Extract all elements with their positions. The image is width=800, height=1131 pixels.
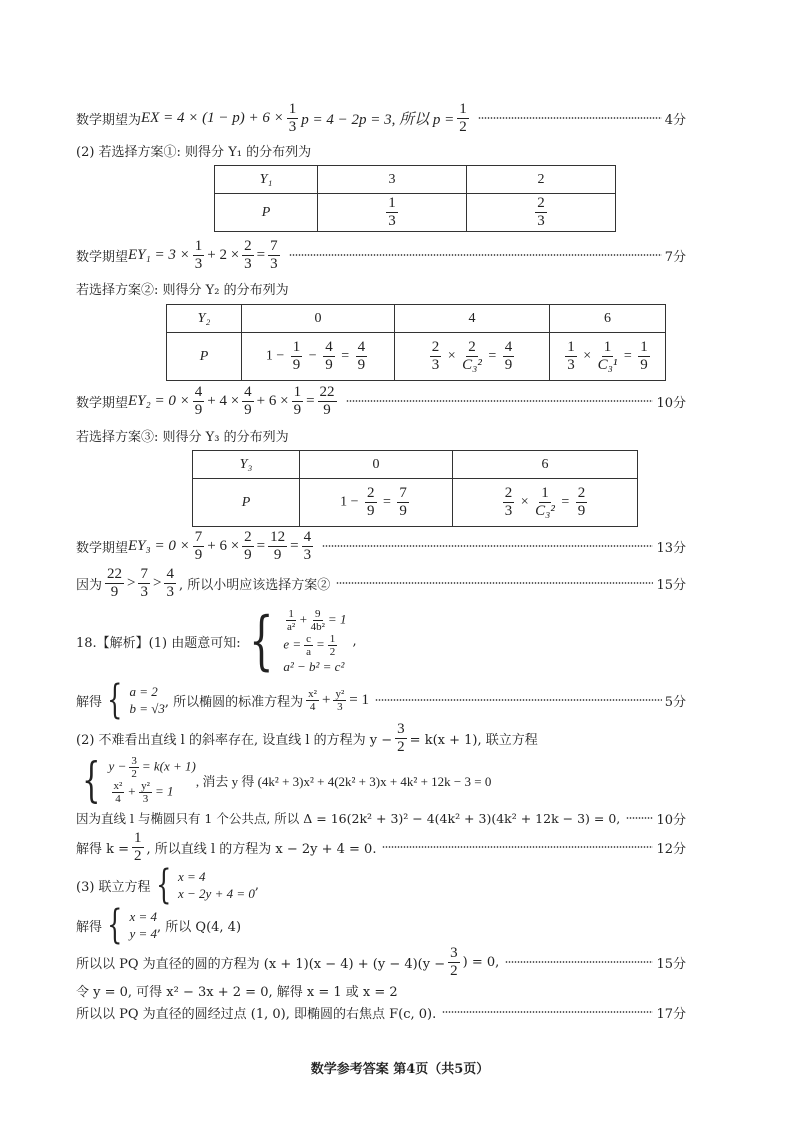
score: 10分 xyxy=(656,812,686,828)
text: 数学期望 xyxy=(76,249,129,265)
line-scheme3-intro xyxy=(76,425,686,445)
line-problem18-system xyxy=(76,606,686,676)
fraction: $\frac{2}{9}$ xyxy=(244,528,252,563)
text: 数学期望 xyxy=(76,395,129,411)
expr: = 1 xyxy=(349,691,369,708)
text: 数学期望 xyxy=(76,540,129,556)
expr: + 6 × xyxy=(207,537,240,554)
line-expectation-ex xyxy=(76,100,686,136)
problem-heading: 18.【解析】(1) 由题意可知: xyxy=(76,635,241,651)
expr: + 6 × xyxy=(256,392,289,409)
text: 所以以 PQ 为直径的圆的方程为 (x + 1)(x − 4) + (y − 4)(y − xyxy=(76,956,446,972)
table-cell: $\frac{2}{3}$ × $\frac{2}{\text{C₃²}}$ = $\frac{4}{9}$ xyxy=(395,333,550,381)
line-expectation-ey3 xyxy=(76,528,686,564)
table-header: 6 xyxy=(453,451,638,479)
line-point-q xyxy=(76,902,686,948)
score: 12分 xyxy=(656,841,686,857)
fraction: $\frac{4}{9}$ xyxy=(194,383,203,418)
text: 因为直线 l 与椭圆只有 1 个公共点, 所以 Δ = 16(2k² + 3)² − 4(4k² + 3)(4k² + 12k − 3) = 0, xyxy=(76,811,621,826)
line-expectation-ey2 xyxy=(76,383,686,419)
text: 所以以 PQ 为直径的圆经过点 (1, 0), 即椭圆的右焦点 F(c, 0). xyxy=(76,1006,437,1022)
table-cell: $\frac{1}{3}$ × $\frac{1}{\text{C₃¹}}$ = $\frac{1}{9}$ xyxy=(550,333,666,381)
dot-leader xyxy=(505,961,653,963)
fraction: $\frac{1}{3}$ xyxy=(288,100,297,135)
expr: , 消去 y 得 (4k² + 3)x² + 4(2k² + 3)x + 4k² + 12k − 3 = 0 xyxy=(195,773,492,789)
expr: + 2 × xyxy=(207,246,240,263)
text: 若选择方案③: 则得分 Y₃ 的分布列为 xyxy=(76,429,289,445)
table-header: 4 xyxy=(395,305,550,333)
score: 13分 xyxy=(656,540,686,556)
dot-leader xyxy=(346,400,654,402)
line-elimination xyxy=(76,752,686,808)
dot-leader xyxy=(626,817,653,819)
expr: = xyxy=(290,537,299,554)
table-header: 2 xyxy=(467,166,616,194)
equation-system: { x = 4 x − 2y + 4 = 0 xyxy=(155,862,255,908)
table-header: 0 xyxy=(242,305,395,333)
score: 15分 xyxy=(656,577,686,593)
expr: EY₁ = 3 × xyxy=(128,246,190,263)
expr: EX = 4 × (1 − p) + 6 × xyxy=(141,109,284,126)
equation-system: { y − $\frac{3}{2}$ = k(x + 1) $\frac{\text{x²}}{4}$ + $\frac{\text{y²}}{3}$ = 1 xyxy=(82,752,196,808)
fraction: $\frac{1}{2}$ xyxy=(134,829,142,864)
table-cell: $\frac{2}{3}$ × $\frac{1}{\text{C₃²}}$ = $\frac{2}{9}$ xyxy=(453,479,638,527)
line-circle-equation xyxy=(76,946,686,978)
fraction: $\frac{1}{9}$ xyxy=(293,383,302,418)
expr: = xyxy=(256,537,266,554)
fraction: $\frac{7}{3}$ xyxy=(270,237,278,272)
score: 7分 xyxy=(664,249,686,265)
table-header: Y₂ xyxy=(167,305,242,333)
fraction: $\frac{4}{9}$ xyxy=(244,383,252,418)
text: , 所以 Q(4, 4) xyxy=(157,919,242,935)
score: 10分 xyxy=(656,395,686,411)
text: , xyxy=(254,877,260,893)
dot-leader xyxy=(289,254,662,256)
equation-system: { $\frac{1}{\text{a²}}$ + $\frac{9}{\text{4b²}}$ = 1 e = $\frac{c}{a}$ = $\frac{1}{2}$ a² − b² = c² xyxy=(248,604,347,678)
dot-leader xyxy=(375,699,662,701)
score: 5分 xyxy=(664,694,686,710)
fraction: $\frac{4}{3}$ xyxy=(166,565,174,600)
dot-leader xyxy=(322,545,653,547)
text: , 所以椭圆的标准方程为 xyxy=(164,694,304,710)
table-cell: $\frac{2}{3}$ xyxy=(467,194,616,232)
line-expectation-ey1 xyxy=(76,237,686,273)
text: (2) 若选择方案①: 则得分 Y₁ 的分布列为 xyxy=(76,144,312,160)
text: ) = 0, xyxy=(462,954,500,970)
line-scheme1-intro xyxy=(76,140,686,160)
line-solve-k xyxy=(76,831,686,863)
text: , xyxy=(352,633,357,649)
line-ellipse-equation xyxy=(76,677,686,723)
text: , 所以小明应该选择方案② xyxy=(178,577,331,593)
expr: p = 4 − 2p = 3, 所以 p = xyxy=(301,111,455,128)
dot-leader xyxy=(478,117,662,119)
score: 17分 xyxy=(656,1006,686,1022)
text: 解得 k = xyxy=(76,841,130,857)
table-row-label: P xyxy=(167,333,242,381)
expr: EY₂ = 0 × xyxy=(128,392,190,409)
line-joint-equation xyxy=(76,862,686,908)
dot-leader xyxy=(382,846,653,848)
score: 15分 xyxy=(656,956,686,972)
table-header: Y₁ xyxy=(215,166,318,194)
expr: EY₃ = 0 × xyxy=(128,537,190,554)
text: 数学期望为 xyxy=(76,112,142,128)
fraction: $\frac{3}{2}$ xyxy=(450,944,458,979)
fraction: $\frac{2}{3}$ xyxy=(244,237,252,272)
table-cell: 1 − $\frac{2}{9}$ = $\frac{7}{9}$ xyxy=(300,479,453,527)
text: 因为 xyxy=(76,577,103,593)
table-header: Y₃ xyxy=(193,451,300,479)
fraction: $\frac{22}{9}$ xyxy=(319,383,335,418)
fraction: $\frac{22}{9}$ xyxy=(107,565,123,600)
fraction: $\frac{1}{2}$ xyxy=(459,100,467,135)
text: 令 y = 0, 可得 x² − 3x + 2 = 0, 解得 x = 1 或 x = 2 xyxy=(76,984,398,1000)
fraction: $\frac{4}{3}$ xyxy=(303,528,312,563)
fraction: $\frac{7}{3}$ xyxy=(140,565,148,600)
line-line-equation xyxy=(76,720,686,755)
expr: > xyxy=(152,574,162,591)
table-row-label: P xyxy=(215,194,318,232)
dot-leader xyxy=(336,582,653,584)
expr: > xyxy=(127,574,136,591)
table-header: 0 xyxy=(300,451,453,479)
text: 若选择方案②: 则得分 Y₂ 的分布列为 xyxy=(76,282,289,298)
text: = k(x + 1), 联立方程 xyxy=(409,732,538,748)
line-set-y-zero xyxy=(76,980,686,1000)
dot-leader xyxy=(442,1011,653,1013)
expr: + 4 × xyxy=(207,392,240,409)
table-cell: 1 − $\frac{1}{9}$ − $\frac{4}{9}$ = $\frac{4}{9}$ xyxy=(242,333,395,381)
text: (2) 不难看出直线 l 的斜率存在, 设直线 l 的方程为 y − xyxy=(76,732,393,748)
fraction: $\frac{\text{y²}}{3}$ xyxy=(335,687,345,713)
fraction: $\frac{1}{3}$ xyxy=(194,237,203,272)
equation-system: { a = 2 b = √3 xyxy=(107,677,165,723)
fraction: $\frac{7}{9}$ xyxy=(194,528,203,563)
text: 解得 xyxy=(76,694,103,710)
distribution-table-y3 xyxy=(192,450,638,527)
line-conclusion xyxy=(76,1002,686,1022)
line-scheme2-intro xyxy=(76,278,686,298)
fraction: $\frac{3}{2}$ xyxy=(397,720,405,755)
text: 解得 xyxy=(76,919,103,935)
table-header: 6 xyxy=(550,305,666,333)
fraction: $\frac{12}{9}$ xyxy=(270,528,286,563)
distribution-table-y1 xyxy=(214,165,616,232)
text: (3) 联立方程 xyxy=(76,879,151,895)
fraction: $\frac{\text{x²}}{4}$ xyxy=(308,687,317,713)
equation-system: { x = 4 y = 4 xyxy=(107,902,158,948)
expr: = xyxy=(256,246,266,263)
distribution-table-y2 xyxy=(166,304,666,381)
page-footer: 数学参考答案 第4页（共5页） xyxy=(310,1062,490,1077)
text: , 所以直线 l 的方程为 x − 2y + 4 = 0. xyxy=(146,841,377,857)
score: 4分 xyxy=(664,112,686,128)
table-row-label: P xyxy=(193,479,300,527)
line-comparison xyxy=(76,565,686,601)
expr: = xyxy=(306,392,315,409)
expr: + xyxy=(321,691,331,708)
table-header: 3 xyxy=(318,166,467,194)
table-cell: $\frac{1}{3}$ xyxy=(318,194,467,232)
line-discriminant xyxy=(76,808,686,828)
